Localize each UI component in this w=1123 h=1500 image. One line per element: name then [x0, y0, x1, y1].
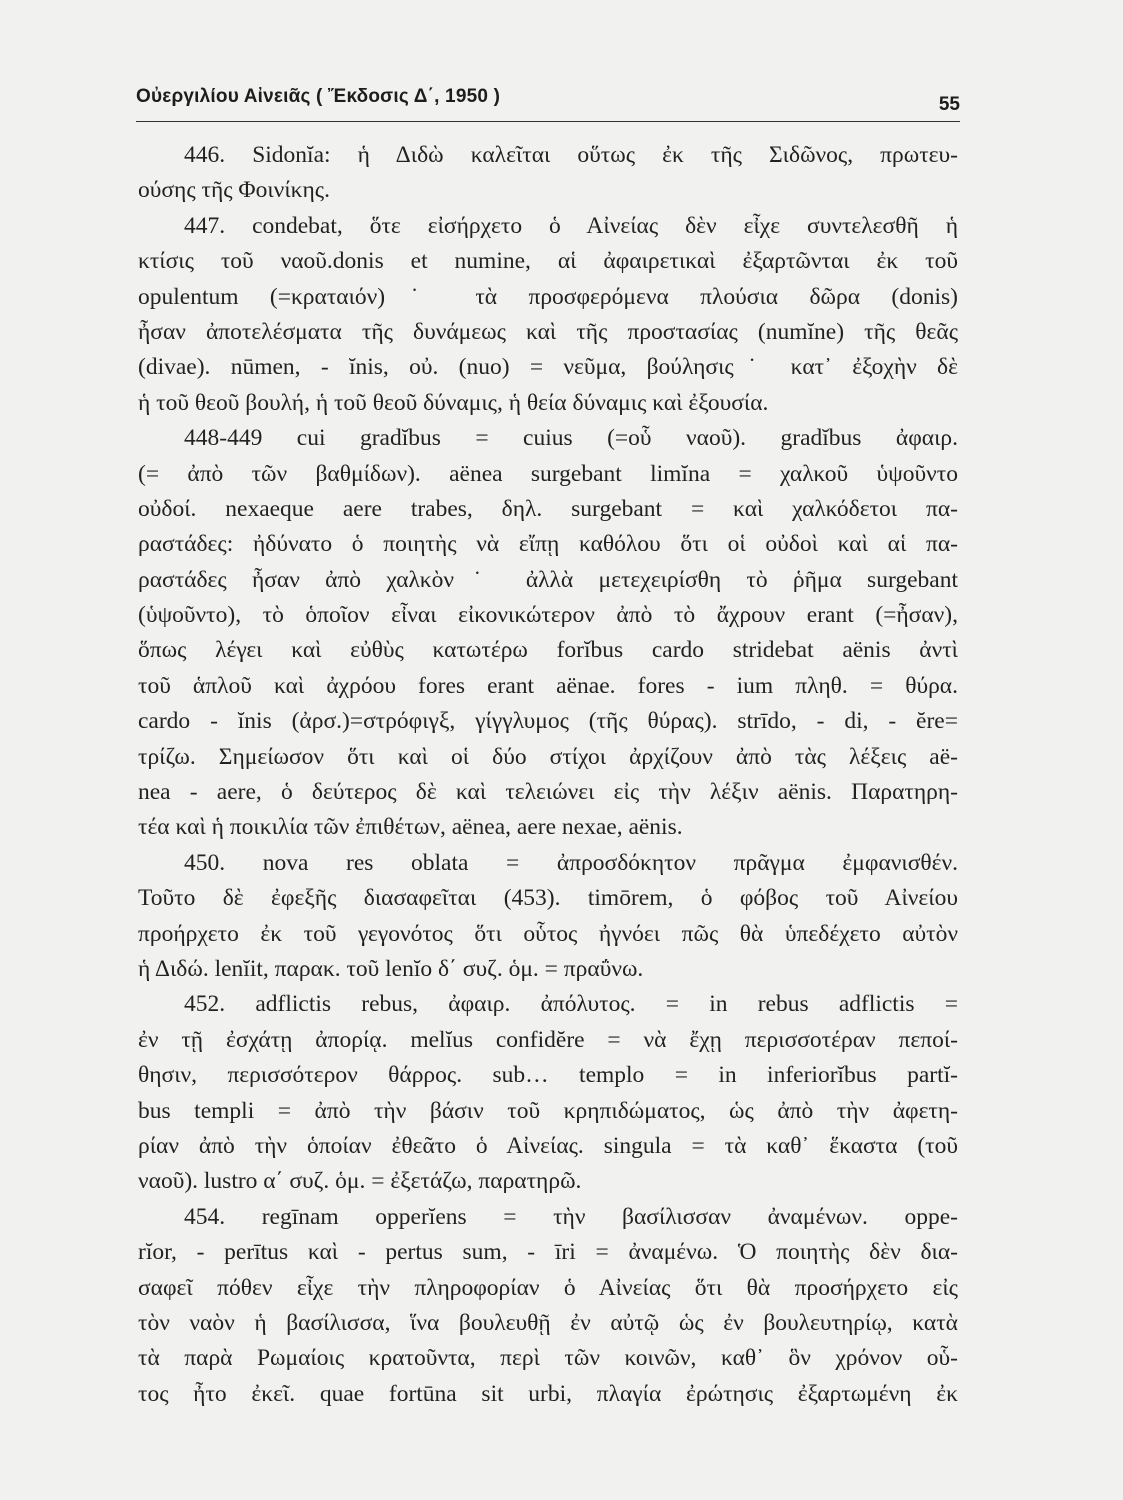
text-line: 452. adflictis rebus, ἀφαιρ. ἀπόλυτος. = in rebus adflictis = [184, 991, 958, 1018]
text-line: οὐδοί. nexaeque aere trabes, δηλ. surgebant = καὶ χαλκόδετοι πα- [138, 495, 958, 522]
text-line: 450. nova res oblata = ἀπροσδόκητον πρᾶγμα ἐμφανισθέν. [184, 849, 958, 876]
commentary-paragraph [138, 1200, 958, 1412]
text-line: θησιν, περισσότερον θάρρος. sub… templo = in inferiorĭbus partĭ- [138, 1062, 958, 1089]
text-line: ἡ τοῦ θεοῦ βουλή, ἡ τοῦ θεοῦ δύναμις, ἡ θεία δύναμις καὶ ἐξουσία. [138, 389, 769, 416]
commentary-paragraph [138, 846, 958, 988]
text-line: τρίζω. Σημείωσον ὅτι καὶ οἱ δύο στίχοι ἀρχίζουν ἀπὸ τὰς λέξεις aë- [138, 743, 958, 770]
text-line: 448-449 cui gradĭbus = cuius (=οὗ ναοῦ). gradĭbus ἀφαιρ. [184, 425, 958, 452]
commentary-body [138, 138, 958, 1412]
text-line: ἦσαν ἀποτελέσματα τῆς δυνάμεως καὶ τῆς προστασίας (numĭne) τῆς θεᾶς [138, 318, 958, 345]
running-header [136, 84, 960, 114]
text-line: ἡ Διδώ. lenĭit, παρακ. τοῦ lenĭo δ΄ συζ. ὁμ. = πραΰνω. [138, 955, 644, 982]
text-line: (ὑψοῦντο), τὸ ὁποῖον εἶναι εἰκονικώτερον ἀπὸ τὸ ἄχρουν erant (=ἦσαν), [138, 602, 958, 629]
text-line: (= ἀπὸ τῶν βαθμίδων). aënea surgebant limĭna = χαλκοῦ ὑψοῦντο [138, 460, 958, 487]
running-title: Οὐεργιλίου Αἰνειᾶς ( Ἔκδοσις Δ΄, 1950 ) [136, 86, 501, 107]
text-line: ὅπως λέγει καὶ εὐθὺς κατωτέρω forĭbus cardo stridebat aënis ἀντὶ [138, 637, 958, 664]
page-number: 55 [938, 94, 960, 115]
commentary-paragraph [138, 987, 958, 1199]
text-line: Τοῦτο δὲ ἐφεξῆς διασαφεῖται (453). timōrem, ὁ φόβος τοῦ Αἰνείου [138, 885, 958, 912]
text-line: ραστάδες ἦσαν ἀπὸ χαλκὸν˙ ἀλλὰ μετεχειρίσθη τὸ ῥῆμα surgebant [138, 566, 958, 593]
text-line: προήρχετο ἐκ τοῦ γεγονότος ὅτι οὗτος ἠγνόει πῶς θὰ ὑπεδέχετο αὐτὸν [138, 920, 958, 947]
text-line: opulentum (=κραταιόν)˙ τὰ προσφερόμενα πλούσια δῶρα (donis) [138, 283, 958, 310]
commentary-paragraph [138, 421, 958, 846]
text-line: 446. Sidonĭa: ἡ Διδὼ καλεῖται οὕτως ἐκ τῆς Σιδῶνος, πρωτευ- [184, 142, 958, 168]
text-line: nea - aere, ὁ δεύτερος δὲ καὶ τελειώνει εἰς τὴν λέξιν aënis. Παρατηρη- [138, 779, 958, 806]
text-line: ρίαν ἀπὸ τὴν ὁποίαν ἐθεᾶτο ὁ Αἰνείας. singula = τὰ καθ᾽ ἕκαστα (τοῦ [138, 1132, 958, 1159]
text-line: τέα καὶ ἡ ποικιλία τῶν ἐπιθέτων, aënea, aere nexae, aënis. [138, 814, 683, 841]
text-line: cardo - ĭnis (ἀρσ.)=στρόφιγξ, γίγγλυμος (τῆς θύρας). strīdo, - di, - ĕre= [138, 708, 958, 735]
text-line: τὰ παρὰ Ρωμαίοις κρατοῦντα, περὶ τῶν κοινῶν, καθ᾽ ὃν χρόνον οὗ- [138, 1345, 958, 1372]
text-line: rĭor, - perītus καὶ - pertus sum, - īri = ἀναμένω. Ὁ ποιητὴς δὲν δια- [138, 1239, 958, 1266]
text-line: 447. condebat, ὅτε εἰσήρχετο ὁ Αἰνείας δὲν εἶχε συντελεσθῆ ἡ [184, 212, 958, 239]
text-line: τὸν ναὸν ἡ βασίλισσα, ἵνα βουλευθῇ ἐν αὐτῷ ὡς ἐν βουλευτηρίῳ, κατὰ [138, 1309, 958, 1336]
text-line: ούσης τῆς Φοινίκης. [138, 177, 330, 204]
text-line: 454. regīnam opperĭens = τὴν βασίλισσαν ἀναμένων. oppe- [184, 1203, 958, 1230]
text-line: ραστάδες: ἠδύνατο ὁ ποιητὴς νὰ εἴπῃ καθόλου ὅτι οἱ οὐδοὶ καὶ αἱ πα- [138, 531, 958, 558]
text-line: (divae). nūmen, - ĭnis, οὐ. (nuo) = νεῦμα, βούλησις˙ κατ᾽ ἐξοχὴν δὲ [138, 354, 958, 381]
commentary-paragraph [138, 138, 958, 209]
commentary-paragraph [138, 209, 958, 421]
text-line: ἐν τῇ ἐσχάτῃ ἀπορίᾳ. melĭus confidĕre = νὰ ἔχῃ περισσοτέραν πεποί- [138, 1026, 958, 1053]
text-line: bus templi = ἀπὸ τὴν βάσιν τοῦ κρηπιδώματος, ὡς ἀπὸ τὴν ἀφετη- [138, 1097, 958, 1124]
text-line: τοῦ ἁπλοῦ καὶ ἀχρόου fores erant aënae. fores - ium πληθ. = θύρα. [138, 672, 958, 699]
text-line: κτίσις τοῦ ναοῦ.donis et numine, αἱ ἀφαιρετικαὶ ἐξαρτῶνται ἐκ τοῦ [138, 248, 958, 275]
text-line: ναοῦ). lustro α΄ συζ. ὁμ. = ἐξετάζω, παρατηρῶ. [138, 1168, 582, 1195]
text-line: σαφεῖ πόθεν εἶχε τὴν πληροφορίαν ὁ Αἰνείας ὅτι θὰ προσήρχετο εἰς [138, 1274, 958, 1301]
text-line: τος ἦτο ἐκεῖ. quae fortūna sit urbi, πλαγία ἐρώτησις ἐξαρτωμένη ἐκ [138, 1380, 958, 1407]
header-rule [136, 121, 960, 122]
